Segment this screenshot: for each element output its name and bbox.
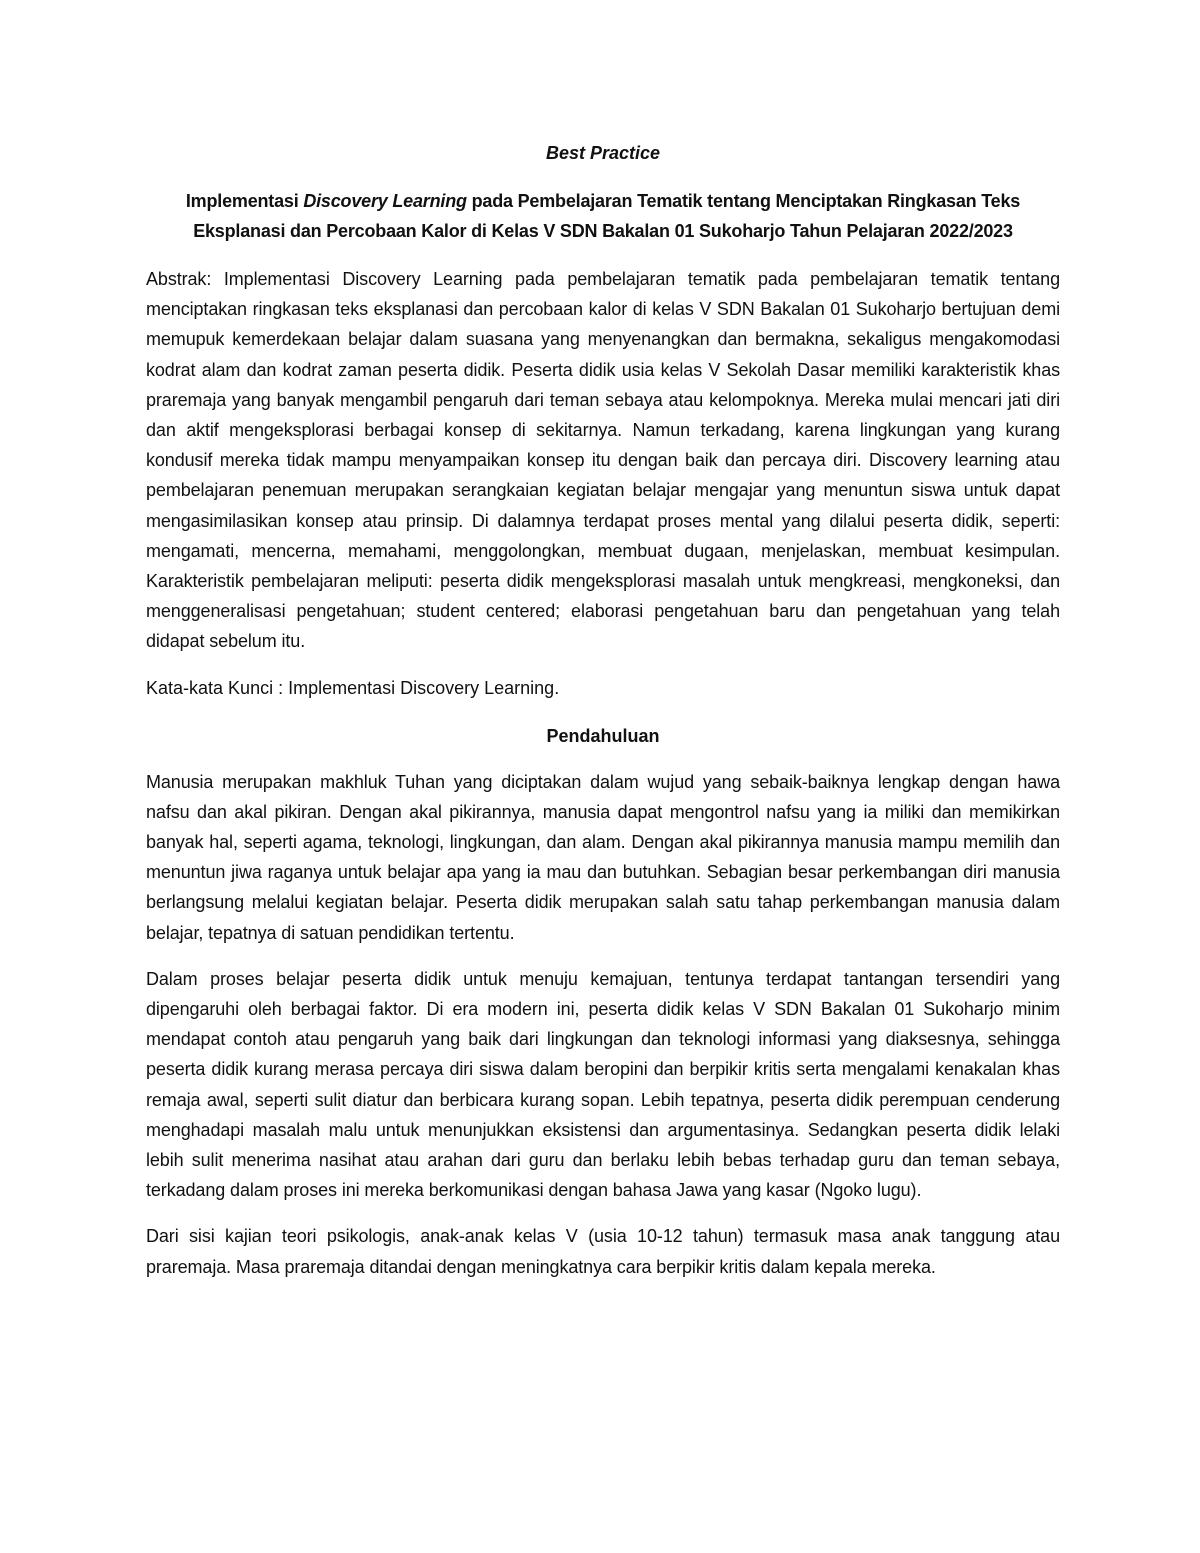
title-part-1: Implementasi xyxy=(185,191,304,211)
abstract-paragraph: Abstrak: Implementasi Discovery Learning pada pembelajaran tematik pada pembelajaran tematik tentang menciptakan ringkasan teks eksplanasi dan percobaan kalor di kelas V SDN Bakalan 01 Sukoharjo bertujuan demi memupuk kemerdekaan belajar dalam suasana yang menyenangkan dan bermakna, sekaligus mengakomodasi kodrat alam dan kodrat zaman peserta didik. Peserta didik usia kelas V Sekolah Dasar memiliki karakteristik khas praremaja yang banyak mengambil pengaruh dari teman sebaya atau kelompoknya. Mereka mulai mencari jati diri dan aktif mengeksplorasi berbagai konsep di sekitarnya. Namun terkadang, karena lingkungan yang kurang kondusif mereka tidak mampu menyampaikan konsep itu dengan baik dan percaya diri. Discovery learning atau pembelajaran penemuan merupakan serangkaian kegiatan belajar mengajar yang menuntun siswa untuk dapat mengasimilasikan konsep atau prinsip. Di dalamnya terdapat proses mental yang dilalui peserta didik, seperti: mengamati, mencerna, memahami, menggolongkan, membuat dugaan, menjelaskan, membuat kesimpulan. Karakteristik pembelajaran meliputi: peserta didik mengeksplorasi masalah untuk mengkreasi, mengkoneksi, dan menggeneralisasi pengetahuan; student centered; elaborasi pengetahuan baru dan pengetahuan yang telah didapat sebelum itu. xyxy=(146,269,1060,652)
body-paragraph-1: Manusia merupakan makhluk Tuhan yang diciptakan dalam wujud yang sebaik-baiknya lengkap dengan hawa nafsu dan akal pikiran. Dengan akal pikirannya, manusia dapat mengontrol nafsu yang ia miliki dan memikirkan banyak hal, seperti agama, teknologi, lingkungan, dan alam. Dengan akal pikirannya manusia mampu memilih dan menuntun jiwa raganya untuk belajar apa yang ia mau dan butuhkan. Sebagian besar perkembangan diri manusia berlangsung melalui kegiatan belajar. Peserta didik merupakan salah satu tahap perkembangan manusia dalam belajar, tepatnya di satuan pendidikan tertentu. xyxy=(146,771,1060,943)
title-italic-term: Discovery Learning xyxy=(303,191,467,211)
body-paragraph-3: Dari sisi kajian teori psikologis, anak-anak kelas V (usia 10-12 tahun) termasuk masa anak tanggung atau praremaja. Masa praremaja ditandai dengan meningkatnya cara berpikir kritis dalam kepala mereka. xyxy=(146,1226,1060,1277)
document-page xyxy=(146,138,1060,1298)
document-label: Best Practice xyxy=(545,143,661,163)
section-heading: Pendahuluan xyxy=(546,725,660,746)
title-part-2: pada Pembelajaran Tematik tentang Menciptakan Ringkasan Teks Eksplanasi dan Percobaan Kalor di Kelas V SDN Bakalan 01 Sukoharjo Tahun Pelajaran 2022/2023 xyxy=(193,191,1021,241)
keywords-line: Kata-kata Kunci : Implementasi Discovery Learning. xyxy=(146,677,560,698)
document-title xyxy=(146,186,1060,246)
body-paragraph-2: Dalam proses belajar peserta didik untuk menuju kemajuan, tentunya terdapat tantangan tersendiri yang dipengaruhi oleh berbagai faktor. Di era modern ini, peserta didik kelas V SDN Bakalan 01 Sukoharjo minim mendapat contoh atau pengaruh yang baik dari lingkungan dan teknologi informasi yang diaksesnya, sehingga peserta didik kurang merasa percaya diri siswa dalam beropini dan berpikir kritis serta mengalami kenakalan khas remaja awal, seperti sulit diatur dan berbicara kurang sopan. Lebih tepatnya, peserta didik perempuan cenderung menghadapi masalah malu untuk menunjukkan eksistensi dan argumentasinya. Sedangkan peserta didik lelaki lebih sulit menerima nasihat atau arahan dari guru dan berlaku lebih bebas terhadap guru dan teman sebaya, terkadang dalam proses ini mereka berkomunikasi dengan bahasa Jawa yang kasar (Ngoko lugu). xyxy=(146,968,1060,1201)
